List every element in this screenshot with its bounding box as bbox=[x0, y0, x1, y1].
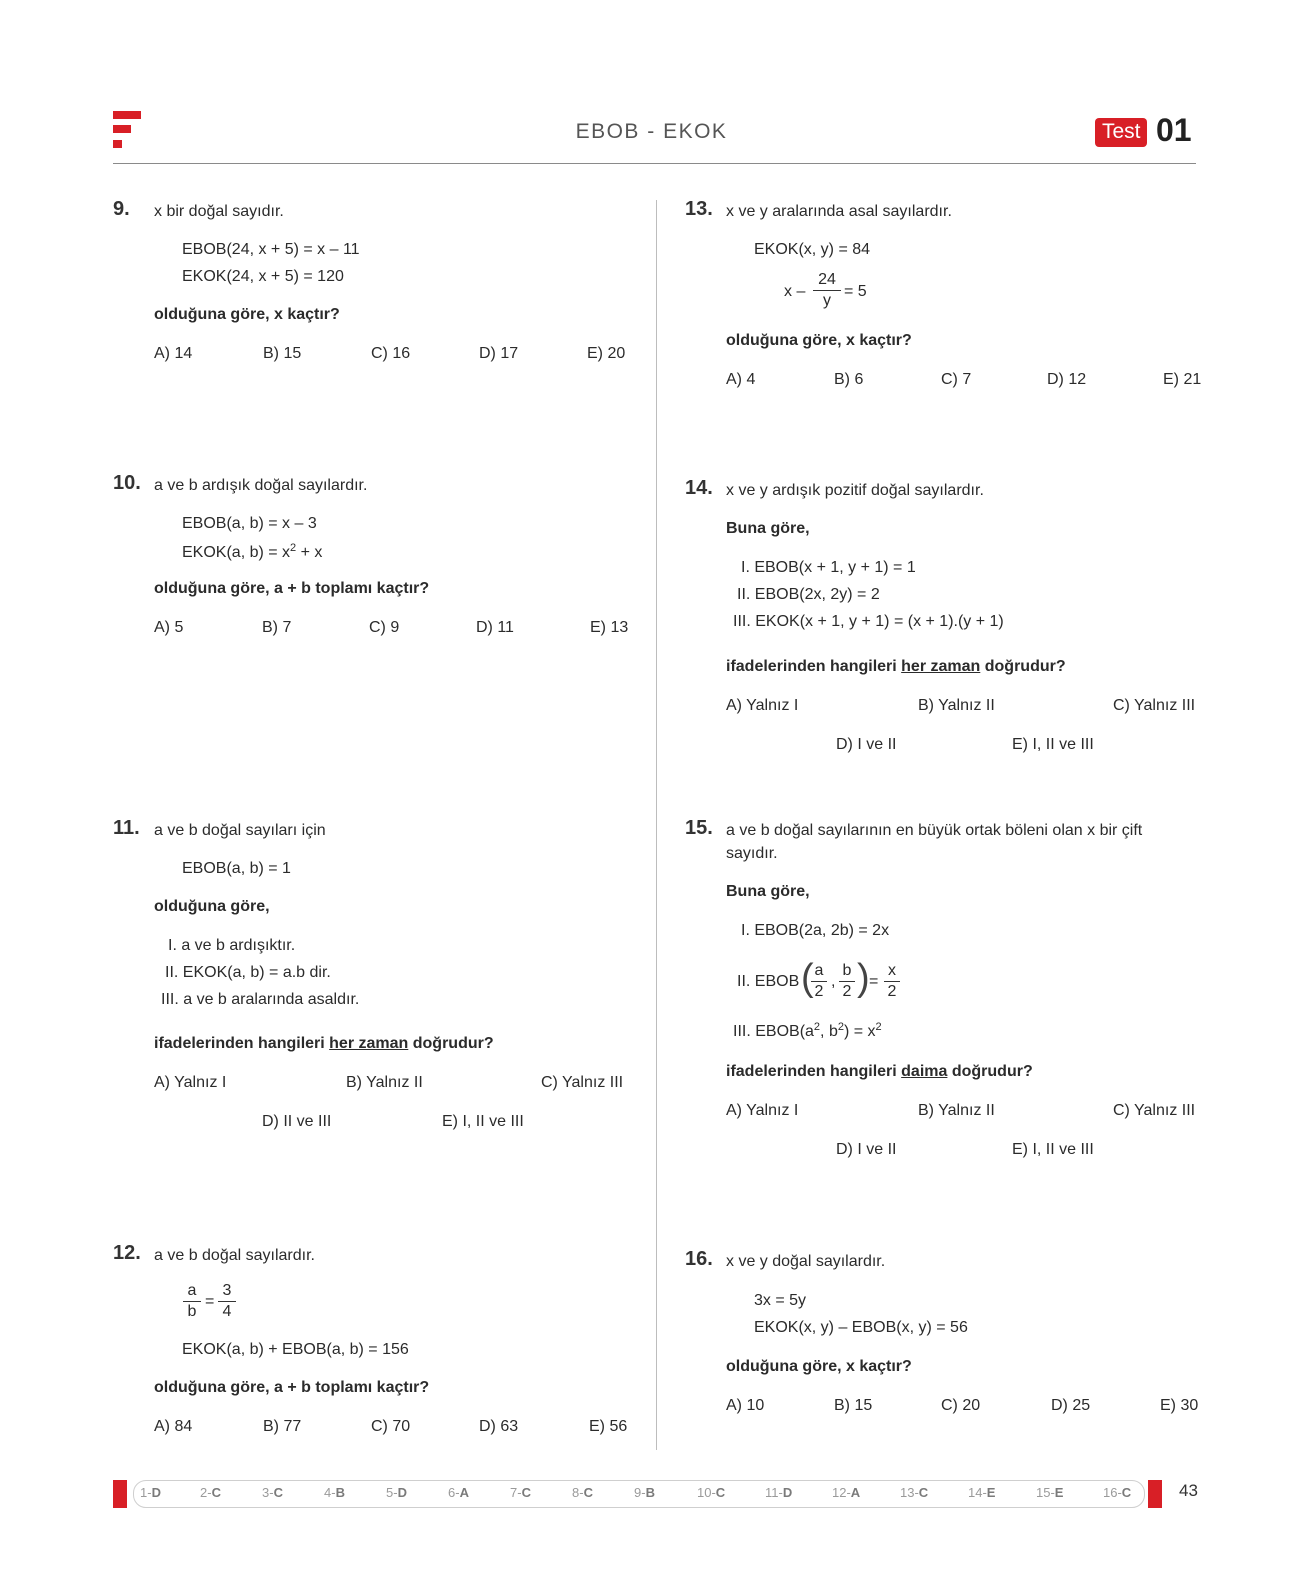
question-intro: x ve y ardışık pozitif doğal sayılardır. bbox=[726, 482, 984, 499]
answer-key-item: 12-A bbox=[832, 1485, 861, 1500]
answer-key-item: 4-B bbox=[324, 1485, 345, 1500]
statement-1: I. a ve b ardışıktır. bbox=[168, 937, 296, 954]
option-c[interactable]: C) Yalnız III bbox=[1113, 1102, 1196, 1119]
question-text: ifadelerinden hangileri daima doğrudur? bbox=[726, 1063, 1033, 1080]
question-text: olduğuna göre, x kaçtır? bbox=[726, 332, 912, 349]
question-number: 14. bbox=[685, 477, 713, 499]
option-a[interactable]: A) 14 bbox=[154, 345, 193, 362]
question-number: 11. bbox=[113, 817, 140, 839]
option-a[interactable]: A) Yalnız I bbox=[154, 1074, 227, 1091]
question-intro: a ve b doğal sayıları için bbox=[154, 822, 326, 839]
equation: EKOK(x, y) = 84 bbox=[754, 241, 871, 258]
option-c[interactable]: C) 7 bbox=[941, 371, 972, 388]
option-b[interactable]: B) 77 bbox=[263, 1418, 302, 1435]
statement-2: II. EBOB(2x, 2y) = 2 bbox=[737, 586, 880, 603]
option-b[interactable]: B) Yalnız II bbox=[918, 1102, 995, 1119]
option-c[interactable]: C) Yalnız III bbox=[541, 1074, 624, 1091]
option-e[interactable]: E) 21 bbox=[1163, 371, 1202, 388]
option-d[interactable]: D) 11 bbox=[476, 619, 514, 636]
answer-key-item: 1-D bbox=[140, 1485, 161, 1500]
equation: 3x = 5y bbox=[754, 1292, 807, 1309]
question-text: ifadelerinden hangileri her zaman doğrudur? bbox=[154, 1035, 494, 1052]
option-e[interactable]: E) I, II ve III bbox=[1012, 1141, 1094, 1158]
answer-key-item: 5-D bbox=[386, 1485, 407, 1500]
statement-1: I. EBOB(2a, 2b) = 2x bbox=[741, 922, 890, 939]
answer-key-item: 2-C bbox=[200, 1485, 221, 1500]
fraction-a-over-2: $\frac{a}{2}$ bbox=[811, 961, 827, 1002]
answer-key-item: 11-D bbox=[765, 1485, 793, 1500]
question-number: 15. bbox=[685, 817, 713, 839]
answer-key-item: 15-E bbox=[1036, 1485, 1064, 1500]
option-e[interactable]: E) 13 bbox=[590, 619, 629, 636]
option-a[interactable]: A) 84 bbox=[154, 1418, 193, 1435]
question-intro: a ve b doğal sayılarının en büyük ortak böleni olan x bir çift bbox=[726, 822, 1143, 839]
option-a[interactable]: A) 4 bbox=[726, 371, 756, 388]
question-number: 10. bbox=[113, 472, 141, 494]
option-b[interactable]: B) 15 bbox=[263, 345, 302, 362]
answer-key-item: 7-C bbox=[510, 1485, 531, 1500]
question-number: 9. bbox=[113, 198, 130, 220]
option-a[interactable]: A) Yalnız I bbox=[726, 1102, 799, 1119]
header-divider bbox=[113, 163, 1196, 164]
option-d[interactable]: D) I ve II bbox=[836, 736, 897, 753]
option-b[interactable]: B) 6 bbox=[834, 371, 864, 388]
option-c[interactable]: C) 16 bbox=[371, 345, 411, 362]
statement-3: III. a ve b aralarında asaldır. bbox=[161, 991, 360, 1008]
option-a[interactable]: A) 10 bbox=[726, 1397, 765, 1414]
option-e[interactable]: E) 30 bbox=[1160, 1397, 1199, 1414]
question-number: 12. bbox=[113, 1242, 141, 1264]
option-c[interactable]: C) 70 bbox=[371, 1418, 411, 1435]
statement-1: I. EBOB(x + 1, y + 1) = 1 bbox=[741, 559, 916, 576]
question-text: olduğuna göre, x kaçtır? bbox=[154, 306, 340, 323]
equation: EKOK(a, b) + EBOB(a, b) = 156 bbox=[182, 1341, 409, 1358]
given-text: olduğuna göre, bbox=[154, 898, 270, 915]
answer-key-item: 16-C bbox=[1103, 1485, 1132, 1500]
answer-key-item: 14-E bbox=[968, 1485, 996, 1500]
option-e[interactable]: E) 20 bbox=[587, 345, 626, 362]
equation: EBOB(a, b) = 1 bbox=[182, 860, 291, 877]
option-d[interactable]: D) II ve III bbox=[262, 1113, 332, 1130]
equation: EKOK(24, x + 5) = 120 bbox=[182, 268, 344, 285]
question-intro: x ve y doğal sayılardır. bbox=[726, 1253, 886, 1270]
equation: EKOK(a, $b) = x^2 + x$ bbox=[182, 542, 323, 561]
option-c[interactable]: C) 20 bbox=[941, 1397, 981, 1414]
equation: EBOB(a, b) = x – 3 bbox=[182, 515, 317, 532]
option-d[interactable]: D) 17 bbox=[479, 345, 519, 362]
footer-marker-right bbox=[1148, 1480, 1162, 1508]
given-text: Buna göre, bbox=[726, 883, 810, 900]
question-text: ifadelerinden hangileri her zaman doğrudur? bbox=[726, 658, 1066, 675]
fraction-x-over-2: $\frac{x}{2}$ bbox=[884, 961, 900, 1002]
option-a[interactable]: A) 5 bbox=[154, 619, 184, 636]
option-b[interactable]: B) 15 bbox=[834, 1397, 873, 1414]
option-d[interactable]: D) 12 bbox=[1047, 371, 1087, 388]
option-b[interactable]: B) Yalnız II bbox=[918, 697, 995, 714]
option-e[interactable]: E) 56 bbox=[589, 1418, 628, 1435]
fraction-24-over-y: $\frac{24}{y}$ bbox=[813, 270, 841, 311]
answer-key-item: 6-A bbox=[448, 1485, 469, 1500]
option-e[interactable]: E) I, II ve III bbox=[1012, 736, 1094, 753]
answer-key-item: 13-C bbox=[900, 1485, 929, 1500]
equation: EBOB(24, x + 5) = x – 11 bbox=[182, 241, 360, 258]
test-number: 01 bbox=[1156, 112, 1192, 148]
equation-suffix: = 5 bbox=[844, 283, 867, 300]
option-d[interactable]: D) 25 bbox=[1051, 1397, 1091, 1414]
question-text: olduğuna göre, a + b toplamı kaçtır? bbox=[154, 1379, 430, 1396]
answer-key-item: 3-C bbox=[262, 1485, 283, 1500]
question-number: 13. bbox=[685, 198, 713, 220]
equals-sign: = bbox=[205, 1293, 215, 1310]
question-intro: a ve b doğal sayılardır. bbox=[154, 1247, 315, 1264]
answer-key-item: 9-B bbox=[634, 1485, 655, 1500]
question-intro-cont: sayıdır. bbox=[726, 845, 778, 862]
question-intro: x bir doğal sayıdır. bbox=[154, 203, 284, 220]
equation: EKOK(x, y) – EBOB(x, y) = 56 bbox=[754, 1319, 968, 1336]
option-b[interactable]: B) Yalnız II bbox=[346, 1074, 423, 1091]
option-d[interactable]: D) 63 bbox=[479, 1418, 519, 1435]
column-divider bbox=[656, 200, 657, 1450]
answer-key-item: 8-C bbox=[572, 1485, 593, 1500]
test-badge: Test bbox=[1095, 118, 1147, 147]
option-d[interactable]: D) I ve II bbox=[836, 1141, 897, 1158]
footer-marker-left bbox=[113, 1480, 127, 1508]
option-c[interactable]: C) Yalnız III bbox=[1113, 697, 1196, 714]
fraction-3-over-4: $\frac{3}{4}$ bbox=[218, 1281, 236, 1322]
question-text: olduğuna göre, a + b toplamı kaçtır? bbox=[154, 580, 430, 597]
statement-3: III. $EBOB(a^2$, $b^2) = x^2$ bbox=[733, 1021, 882, 1040]
question-number: 16. bbox=[685, 1248, 713, 1270]
fraction-b-over-2: $\frac{b}{2}$ bbox=[839, 961, 855, 1002]
given-text: Buna göre, bbox=[726, 520, 810, 537]
question-intro: x ve y aralarında asal sayılardır. bbox=[726, 203, 952, 220]
fraction-a-over-b: $\frac{a}{b}$ bbox=[183, 1281, 201, 1322]
question-text: olduğuna göre, x kaçtır? bbox=[726, 1358, 912, 1375]
page-number: 43 bbox=[1179, 1481, 1198, 1500]
statement-2: II. EKOK(a, b) = a.b dir. bbox=[165, 964, 331, 981]
page-title: EBOB - EKOK bbox=[575, 120, 728, 143]
statement-3: III. EKOK(x + 1, y + 1) = (x + 1).(y + 1) bbox=[733, 613, 1004, 630]
answer-key-item: 10-C bbox=[697, 1485, 726, 1500]
option-a[interactable]: A) Yalnız I bbox=[726, 697, 799, 714]
option-e[interactable]: E) I, II ve III bbox=[442, 1113, 524, 1130]
option-c[interactable]: C) 9 bbox=[369, 619, 400, 636]
option-b[interactable]: B) 7 bbox=[262, 619, 292, 636]
equation-prefix: x – bbox=[784, 283, 806, 300]
question-intro: a ve b ardışık doğal sayılardır. bbox=[154, 477, 368, 494]
